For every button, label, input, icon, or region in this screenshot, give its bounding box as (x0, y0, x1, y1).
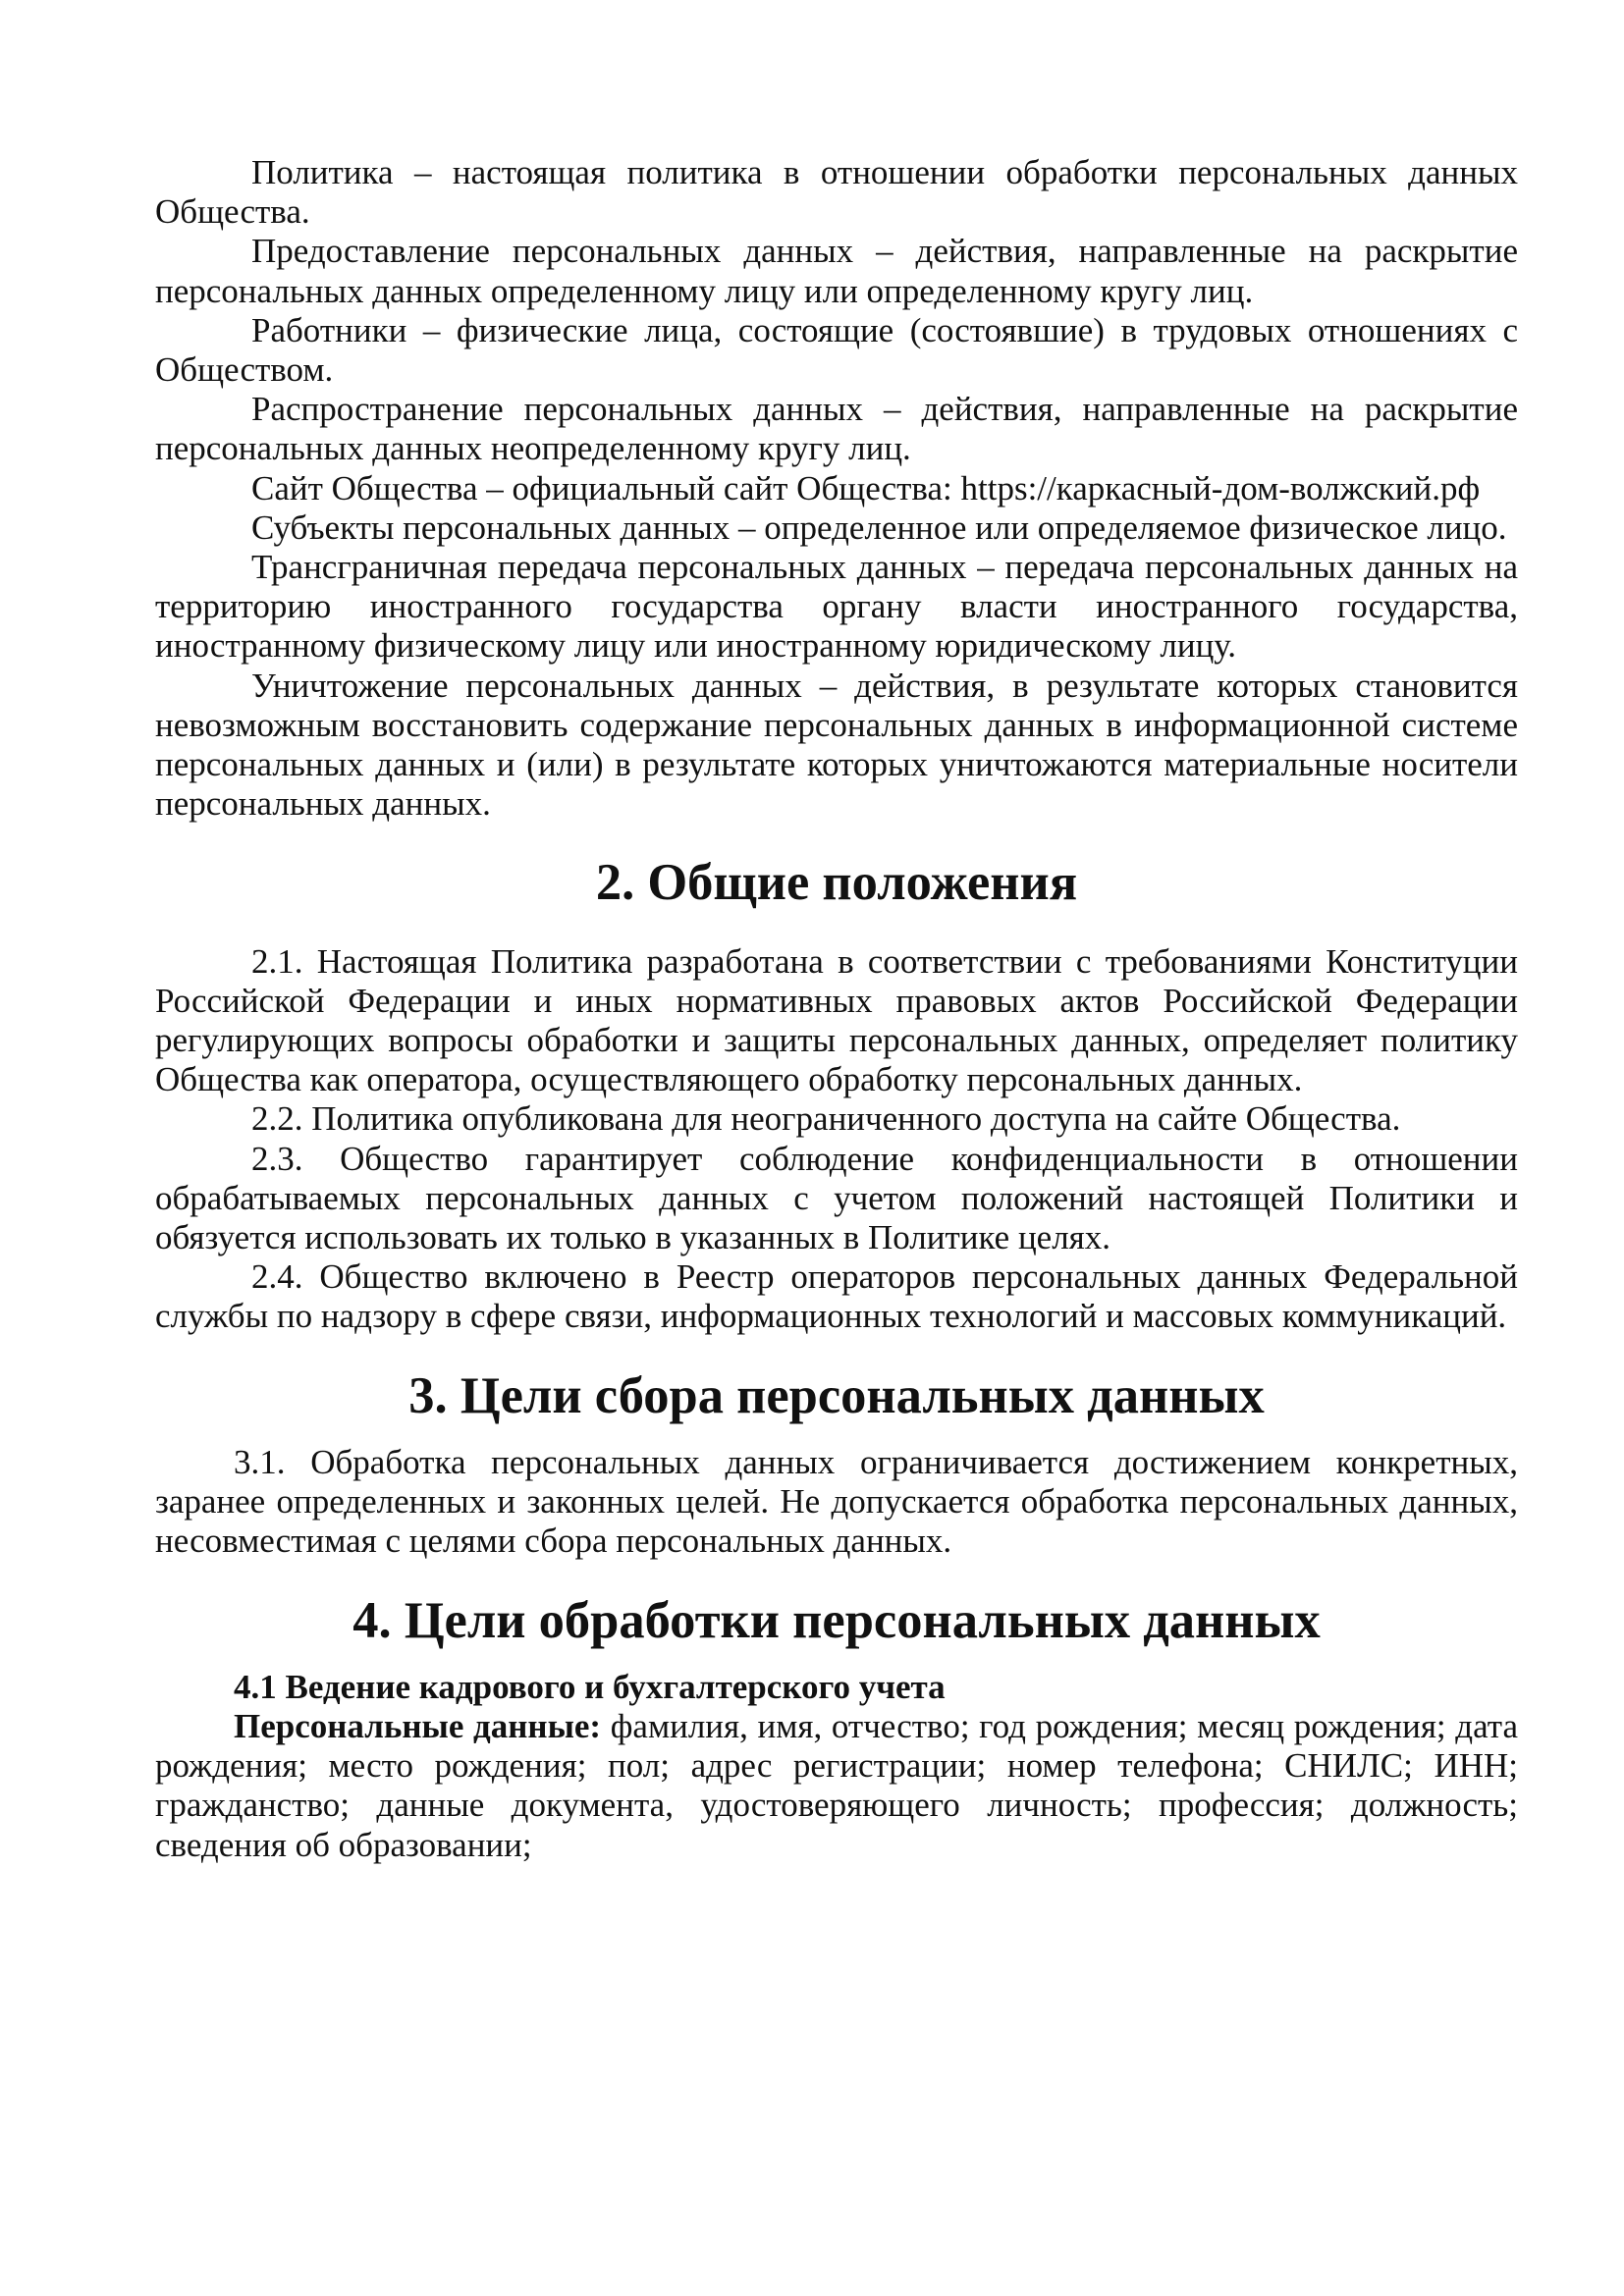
paragraph-3-1: 3.1. Обработка персональных данных ограничивается достижением конкретных, заранее определенных и законных целей. Не допускается обработка персональных данных, несовместимая с целями сбора персональных данных. (155, 1442, 1518, 1561)
definition-sait: Сайт Общества – официальный сайт Общества: https://каркасный-дом-волжский.рф (251, 468, 1481, 507)
definition-predostavlenie: Предоставление персональных данных – действия, направленные на раскрытие персональных данных определенному лицу или определенному кругу лиц. (155, 232, 1518, 310)
paragraph-2-4: 2.4. Общество включено в Реестр операторов персональных данных Федеральной службы по надзору в сфере связи, информационных технологий и массовых коммуникаций. (155, 1257, 1518, 1336)
definition-subekty: Субъекты персональных данных – определенное или определяемое физическое лицо. (251, 507, 1507, 547)
personal-data-paragraph (155, 1707, 1518, 1865)
definition-unichtozhenie: Уничтожение персональных данных – действия, в результате которых становится невозможным восстановить содержание персональных данных в информационной системе персональных данных и (или) в результате которых уничтожаются материальные носители персональных данных. (155, 666, 1518, 824)
definition-transgranichnaya: Трансграничная передача персональных данных – передача персональных данных на территорию иностранного государства органу власти иностранного государства, иностранному физическому лицу или иностранному юридическому лицу. (155, 548, 1518, 666)
definition-rasprostranenie: Распространение персональных данных – действия, направленные на раскрытие персональных данных неопределенному кругу лиц. (155, 390, 1518, 468)
subsection-4-1-title: 4.1 Ведение кадрового и бухгалтерского учета (234, 1667, 946, 1706)
definition-politika: Политика – настоящая политика в отношении обработки персональных данных Общества. (155, 153, 1518, 232)
document-page (155, 153, 1518, 1865)
section-4-title: 4. Цели обработки персональных данных (352, 1591, 1321, 1649)
paragraph-2-2: 2.2. Политика опубликована для неограниченного доступа на сайте Общества. (251, 1099, 1401, 1139)
personal-data-label: Персональные данные: (234, 1706, 602, 1745)
paragraph-2-3: 2.3. Общество гарантирует соблюдение конфиденциальности в отношении обрабатываемых персональных данных с учетом положений настоящей Политики и обязуется использовать их только в указанных в Политике целях. (155, 1139, 1518, 1257)
section-3-title: 3. Цели сбора персональных данных (408, 1366, 1265, 1424)
paragraph-2-1: 2.1. Настоящая Политика разработана в соответствии с требованиями Конституции Российской Федерации и иных нормативных правовых актов Российской Федерации регулирующих вопросы обработки и защиты персональных данных, определяет политику Общества как оператора, осуществляющего обработку персональных данных. (155, 941, 1518, 1099)
personal-data-list: фамилия, имя, отчество; год рождения; месяц рождения; дата рождения; место рождения; пол; адрес регистрации; номер телефона; СНИЛС; ИНН; гражданство; данные документа, удостоверяющего личность; профессия; должность; сведения об образовании; (155, 1706, 1518, 1864)
definition-rabotniki: Работники – физические лица, состоящие (состоявшие) в трудовых отношениях с Обществом. (155, 310, 1518, 390)
section-2-title: 2. Общие положения (595, 854, 1078, 912)
